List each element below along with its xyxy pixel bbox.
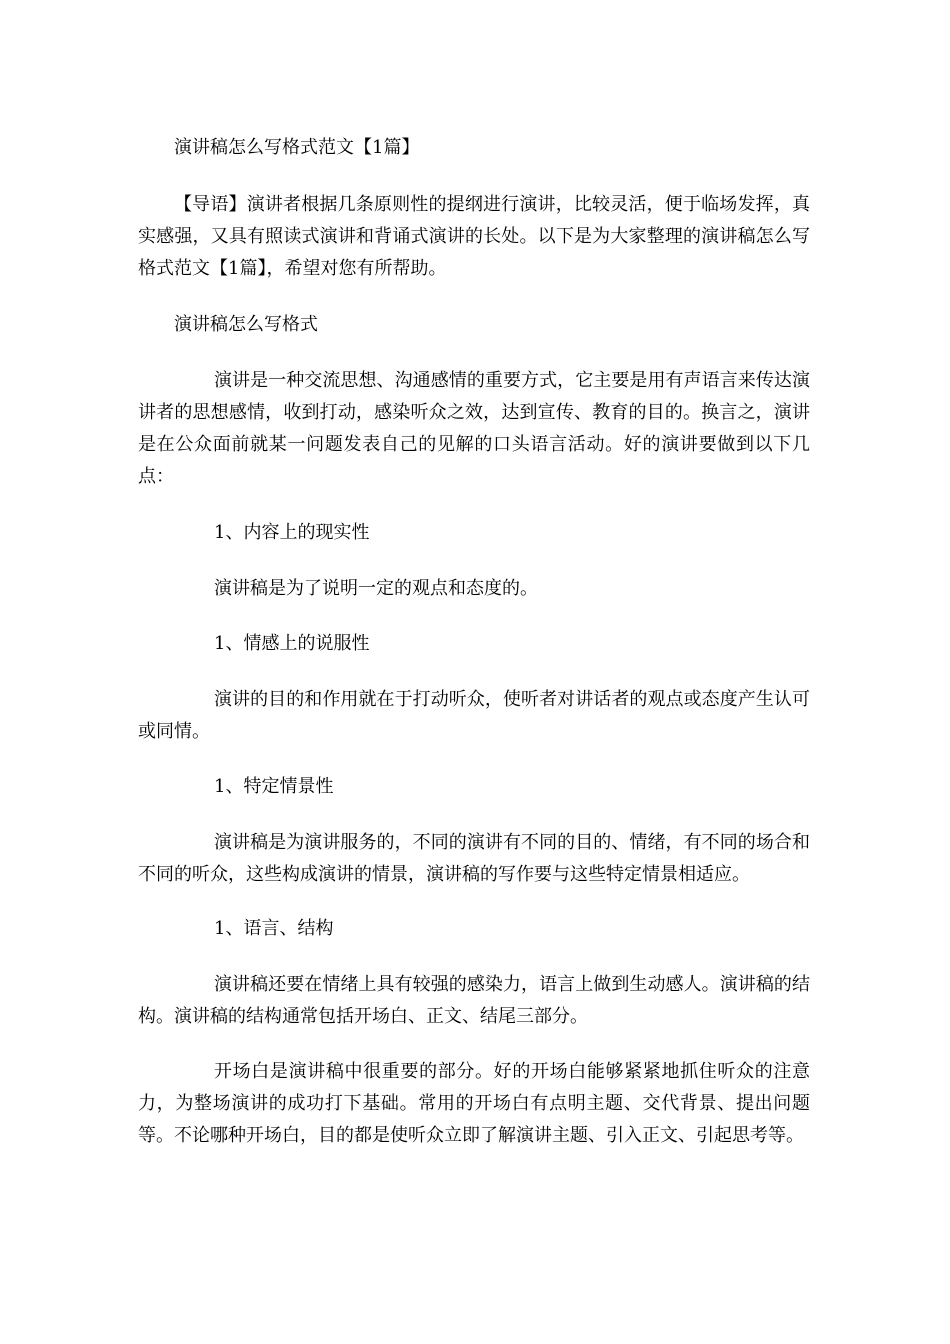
point-paragraph-2: 演讲的目的和作用就在于打动听众，使听者对讲话者的观点或态度产生认可或同情。: [138, 689, 810, 742]
point-paragraph-4: 演讲稿还要在情绪上具有较强的感染力，语言上做到生动感人。演讲稿的结构。演讲稿的结构通常包括开场白、正文、结尾三部分。: [138, 974, 810, 1027]
point-heading-1: 1、内容上的现实性: [214, 522, 370, 543]
intro-paragraph: 【导语】演讲者根据几条原则性的提纲进行演讲，比较灵活，便于临场发挥，真实感强，又具有照读式演讲和背诵式演讲的长处。以下是为大家整理的演讲稿怎么写格式范文【1篇】，希望对您有所帮助。: [138, 194, 810, 279]
opening-paragraph: 开场白是演讲稿中很重要的部分。好的开场白能够紧紧地抓住听众的注意力，为整场演讲的成功打下基础。常用的开场白有点明主题、交代背景、提出问题等。不论哪种开场白，目的都是使听众立即了解演讲主题、引入正文、引起思考等。: [138, 1061, 810, 1146]
section-title: 演讲稿怎么写格式: [174, 314, 318, 335]
body-paragraph-1: 演讲是一种交流思想、沟通感情的重要方式，它主要是用有声语言来传达演讲者的思想感情，收到打动，感染听众之效，达到宣传、教育的目的。换言之，演讲是在公众面前就某一问题发表自己的见解的口头语言活动。好的演讲要做到以下几点：: [138, 370, 810, 487]
point-paragraph-3: 演讲稿是为演讲服务的，不同的演讲有不同的目的、情绪，有不同的场合和不同的听众，这些构成演讲的情景，演讲稿的写作要与这些特定情景相适应。: [138, 832, 810, 885]
point-heading-4: 1、语言、结构: [214, 918, 334, 939]
point-heading-3: 1、特定情景性: [214, 776, 334, 797]
point-paragraph-1: 演讲稿是为了说明一定的观点和态度的。: [214, 578, 538, 599]
point-heading-2: 1、情感上的说服性: [214, 633, 370, 654]
document-title: 演讲稿怎么写格式范文【1篇】: [174, 137, 420, 158]
